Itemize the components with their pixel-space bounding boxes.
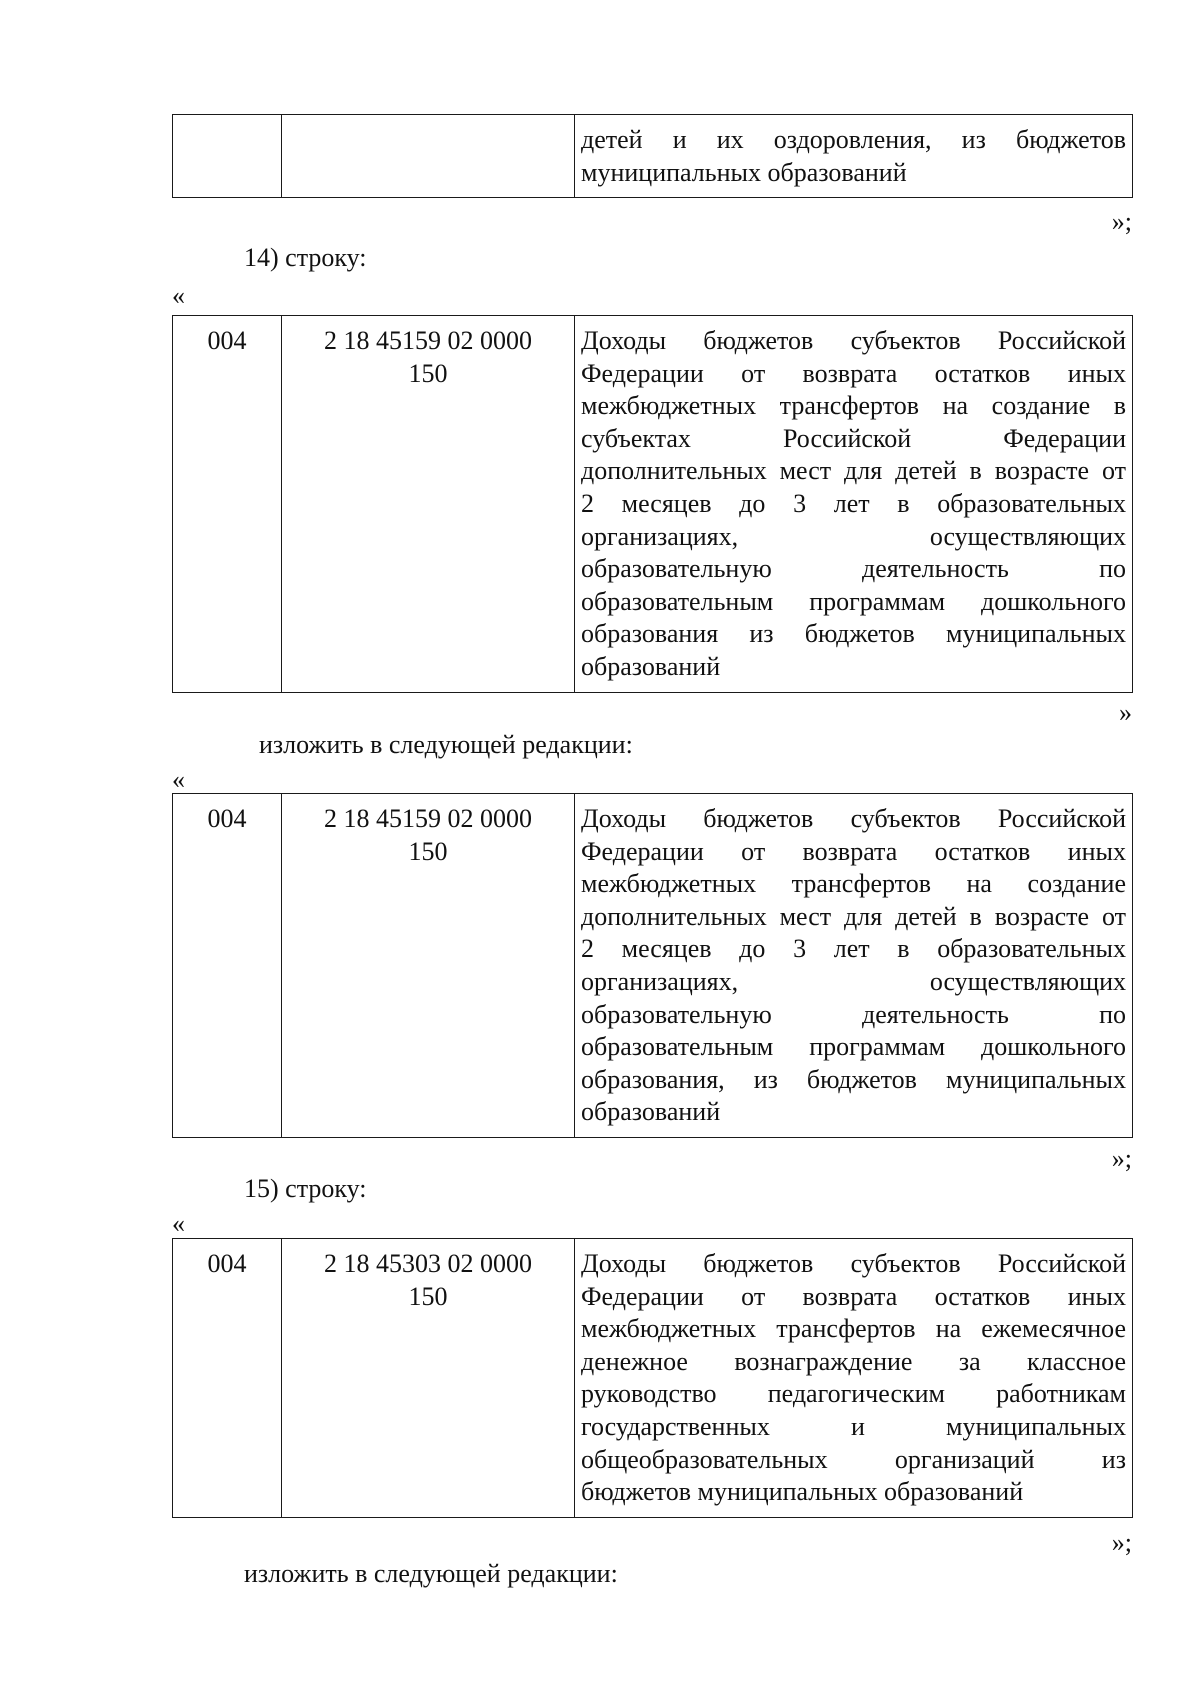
closing-quote: » (1119, 698, 1132, 727)
closing-quote: »; (1111, 1144, 1132, 1173)
desc-line: образований (581, 651, 721, 681)
desc-line: образовательным программам дошкольного (581, 1032, 1126, 1062)
opening-quote: « (172, 765, 185, 794)
table-old-row-14 (172, 315, 1133, 693)
closing-quote: »; (1111, 207, 1132, 236)
desc-line: дополнительных мест для детей в возрасте от (581, 901, 1126, 931)
desc-line: детей и их оздоровления, из бюджетов (581, 125, 1126, 154)
desc-line: межбюджетных трансфертов на создание (581, 869, 1126, 899)
description-cell (575, 794, 1133, 1138)
desc-line: образовательную деятельность по (581, 554, 1126, 584)
code-cell: 004 (173, 316, 282, 693)
desc-line: дополнительных мест для детей в возрасте от (581, 456, 1126, 486)
desc-line: Федерации от возврата остатков иных (581, 1281, 1126, 1311)
table-old-row-15 (172, 1238, 1133, 1518)
desc-line: 2 месяцев до 3 лет в образовательных (581, 934, 1126, 964)
paragraph-edit: изложить в следующей редакции: (244, 1559, 618, 1588)
paragraph-14: 14) строку: (244, 243, 367, 272)
kbk-cell (282, 115, 575, 198)
table-row (173, 794, 1133, 1138)
desc-line: 2 месяцев до 3 лет в образовательных (581, 488, 1126, 518)
desc-line: государственных и муниципальных (581, 1411, 1126, 1441)
kbk-cell (282, 1239, 575, 1518)
kbk-line: 2 18 45159 02 0000 (324, 804, 532, 833)
description-cell (575, 1239, 1133, 1518)
kbk-line: 2 18 45159 02 0000 (324, 326, 532, 355)
desc-line: организациях, осуществляющих (581, 966, 1126, 996)
kbk-line: 150 (408, 1281, 448, 1311)
code-cell: 004 (173, 1239, 282, 1518)
kbk-cell (282, 316, 575, 693)
table-row (173, 1239, 1133, 1518)
closing-quote: »; (1111, 1528, 1132, 1557)
desc-line: межбюджетных трансфертов на ежемесячное (581, 1314, 1126, 1344)
paragraph-15: 15) строку: (244, 1174, 367, 1203)
desc-line: бюджетов муниципальных образований (581, 1477, 1024, 1507)
kbk-line: 150 (408, 358, 448, 388)
code-cell (173, 115, 282, 198)
description-cell (575, 316, 1133, 693)
desc-line: муниципальных образований (581, 157, 907, 187)
desc-line: Федерации от возврата остатков иных (581, 836, 1126, 866)
kbk-line: 2 18 45303 02 0000 (324, 1249, 532, 1278)
opening-quote: « (172, 1209, 185, 1238)
desc-line: субъектах Российской Федерации (581, 423, 1126, 453)
kbk-line: 150 (408, 836, 448, 866)
table-continuation (172, 114, 1133, 198)
desc-line: Доходы бюджетов субъектов Российской (581, 1249, 1126, 1278)
description-cell (575, 115, 1133, 198)
desc-line: образовательную деятельность по (581, 999, 1126, 1029)
desc-line: образований (581, 1097, 721, 1127)
code-cell: 004 (173, 794, 282, 1138)
desc-line: Доходы бюджетов субъектов Российской (581, 804, 1126, 833)
desc-line: Доходы бюджетов субъектов Российской (581, 326, 1126, 355)
desc-line: общеобразовательных организаций из (581, 1444, 1126, 1474)
table-row (173, 115, 1133, 198)
desc-line: образования из бюджетов муниципальных (581, 619, 1126, 649)
kbk-cell (282, 794, 575, 1138)
desc-line: межбюджетных трансфертов на создание в (581, 391, 1126, 421)
opening-quote: « (172, 281, 185, 310)
table-new-row-14 (172, 793, 1133, 1138)
table-row (173, 316, 1133, 693)
desc-line: организациях, осуществляющих (581, 521, 1126, 551)
desc-line: денежное вознаграждение за классное (581, 1346, 1126, 1376)
desc-line: образовательным программам дошкольного (581, 586, 1126, 616)
desc-line: Федерации от возврата остатков иных (581, 358, 1126, 388)
desc-line: образования, из бюджетов муниципальных (581, 1064, 1126, 1094)
desc-line: руководство педагогическим работникам (581, 1379, 1126, 1409)
paragraph-edit: изложить в следующей редакции: (259, 730, 633, 759)
